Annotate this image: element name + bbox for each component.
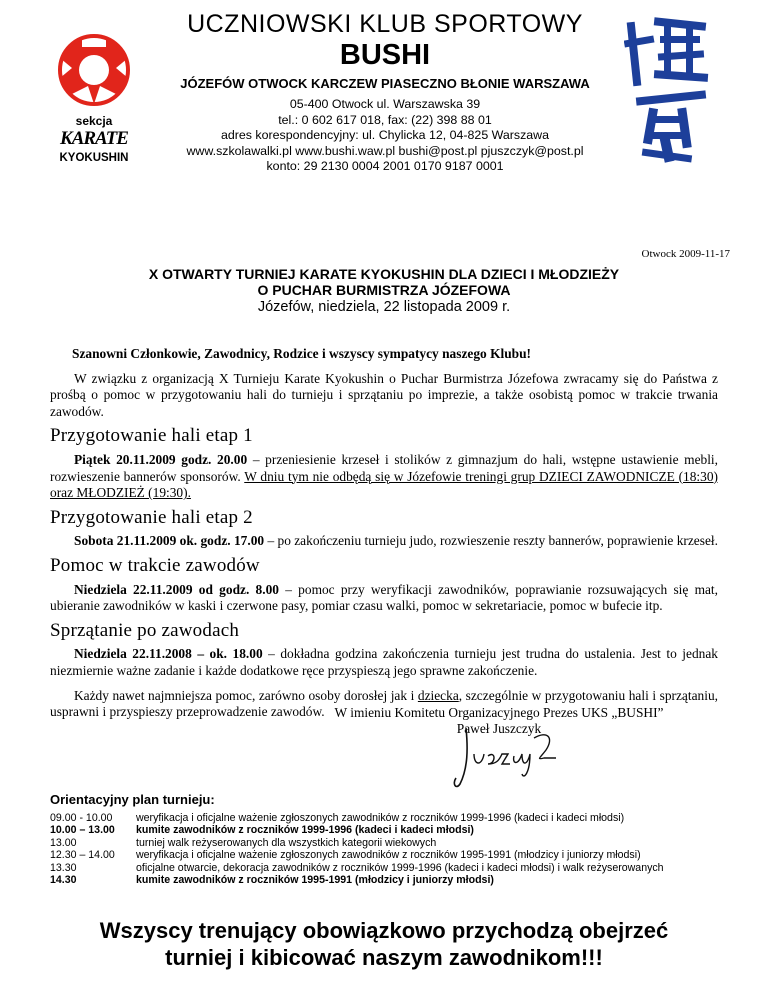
section-heading: Sprzątanie po zawodach (50, 619, 240, 641)
contact-web: www.szkolawalki.pl www.bushi.waw.pl bushi@post.pl pjuszczyk@post.pl (186, 143, 584, 158)
plan-time: 10.00 – 13.00 (50, 824, 115, 837)
plan-title: Orientacyjny plan turnieju: (50, 792, 215, 807)
contact-phone: tel.: 0 602 617 018, fax: (22) 398 88 01 (278, 112, 492, 127)
greeting: Szanowni Członkowie, Zawodnicy, Rodzice i wszyscy sympatycy naszego Klubu! (72, 346, 532, 361)
section-lead: Piątek 20.11.2009 godz. 20.00 (74, 451, 248, 467)
calligraphy-icon (624, 16, 716, 166)
club-name: UCZNIOWSKI KLUB SPORTOWY (187, 10, 583, 38)
club-brand: BUSHI (339, 39, 431, 71)
section-text: – przeniesienie krzeseł i stolików z gimnazjum do hali, wstępne ustawienie mebli, rozwieszenie bannerów sponsorów. (50, 451, 719, 484)
title-line-2: O PUCHAR BURMISTRZA JÓZEFOWA (257, 282, 511, 298)
plan-desc: kumite zawodników z roczników 1999-1996 (kadeci i kadeci młodsi) (136, 824, 474, 837)
contact-correspondence: adres korespondencyjny: ul. Chylicka 12, 04-825 Warszawa (220, 128, 550, 142)
section-paragraph (50, 533, 718, 550)
plan-time: 14.30 (50, 874, 77, 887)
tournament-plan (50, 812, 740, 886)
intro-paragraph: W związku z organizacją X Turnieju Karate Kyokushin o Puchar Burmistrza Józefowa zwracamy się do Państwa z prośbą o pomoc w przygotowaniu hali do turnieju i sprzątaniu po imprezie, a także osobistą pomoc w trakcie trwania zawodów. (50, 370, 718, 419)
plan-time: 13.00 (50, 836, 77, 849)
plan-desc: turniej walk reżyserowanych dla wszystkich kategorii wiekowych (136, 836, 437, 849)
title-line-1: X OTWARTY TURNIEJ KARATE KYOKUSHIN DLA DZIECI I MŁODZIEŻY (148, 266, 620, 282)
plan-desc: weryfikacja i oficjalne ważenie zgłoszonych zawodników z roczników 1995-1991 (młodzicy i juniorzy młodsi) (136, 849, 641, 862)
logo-sekcja: sekcja (75, 114, 113, 128)
title-line-3: Józefów, niedziela, 22 listopada 2009 r. (257, 299, 511, 315)
signature-icon (452, 724, 560, 792)
closing-text: Każdy nawet najmniejsza pomoc, zarówno osoby dorosłej jak i (74, 687, 418, 703)
kyokushin-logo (52, 28, 148, 168)
signature-line-1: W imieniu Komitetu Organizacyjnego Prezes UKS „BUSHI” (334, 705, 664, 720)
footer-line-1: Wszyscy trenujący obowiązkowo przychodzą obejrzeć (99, 918, 669, 943)
contact-address: 05-400 Otwock ul. Warszawska 39 (289, 97, 481, 111)
handwritten-signature (452, 724, 560, 792)
signature-name: Paweł Juszczyk (456, 721, 542, 736)
plan-time: 12.30 – 14.00 (50, 849, 115, 862)
plan-desc: kumite zawodników z roczników 1995-1991 (młodzicy i juniorzy młodsi) (136, 874, 494, 887)
plan-time: 09.00 - 10.00 (50, 812, 113, 824)
footer-line-2: turniej i kibicować naszym zawodnikom!!! (165, 945, 603, 970)
kanji-calligraphy (624, 16, 716, 166)
plan-row (50, 824, 740, 836)
plan-desc: weryfikacja i oficjalne ważenie zgłoszonych zawodników z roczników 1999-1996 (kadeci i kadeci młodsi) (136, 812, 625, 824)
section-heading: Przygotowanie hali etap 2 (50, 506, 253, 528)
plan-row (50, 874, 740, 886)
tournament-title (40, 266, 728, 317)
section-paragraph (50, 646, 718, 679)
club-towns: JÓZEFÓW OTWOCK KARCZEW PIASECZNO BŁONIE WARSZAWA (180, 76, 590, 91)
section-heading: Przygotowanie hali etap 1 (50, 425, 253, 447)
logo-kyokushin: KYOKUSHIN (59, 152, 129, 164)
footer-call-to-action (40, 917, 728, 971)
letter-body (50, 346, 718, 729)
section-text: – dokładna godzina zakończenia turnieju jest trudna do ustalenia. Jest to jednak niezmiernie ważne zadanie i każde dodatkowe ręce przyspieszą jego sprawne zakończenie. (50, 646, 719, 678)
letter-date: Otwock 2009-11-17 (641, 248, 730, 260)
section-text: – po zakończeniu turnieju judo, rozwieszenie reszty bannerów, poprawienie krzeseł. (264, 533, 718, 549)
section-note: W dniu tym nie odbędą się w Józefowie treningi grup DZIECI ZAWODNICZE (18:30) oraz MŁODZIEŻ (19:30). (50, 468, 718, 501)
plan-row (50, 837, 740, 849)
logo-karate: KARATE (60, 128, 128, 149)
section-paragraph (50, 452, 718, 502)
plan-row (50, 849, 740, 861)
section-lead: Niedziela 22.11.2009 od godz. 8.00 (74, 581, 279, 597)
section-lead: Sobota 21.11.2009 ok. godz. 17.00 (74, 533, 265, 549)
section-heading: Pomoc w trakcie zawodów (50, 554, 260, 576)
plan-desc: oficjalne otwarcie, dekoracja zawodników z roczników 1999-1996 (kadeci i kadeci młodsi) i walk reżyserowanych (136, 861, 664, 874)
closing-underlined: dziecka (417, 687, 459, 703)
plan-row (50, 812, 740, 824)
contact-account: konto: 29 2130 0004 2001 0170 9187 0001 (266, 159, 504, 173)
letterhead (150, 10, 620, 175)
section-lead: Niedziela 22.11.2008 – ok. 18.00 (74, 646, 263, 662)
section-text: – pomoc przy weryfikacji zawodników, poprawianie rozsuwających się mat, ubieranie zawodników w kaski i czerwone pasy, pomiar czasu walki, pomoc w sekretariacie, pomoc w bufecie itp. (50, 581, 719, 614)
section-paragraph (50, 582, 718, 615)
closing-text-end: , szczególnie w przygotowaniu hali i sprzątaniu, usprawni i przyspieszy przeprowadzenie zawodów. (50, 687, 718, 720)
plan-row (50, 862, 740, 874)
contact-block (150, 97, 620, 175)
plan-time: 13.30 (50, 861, 77, 874)
